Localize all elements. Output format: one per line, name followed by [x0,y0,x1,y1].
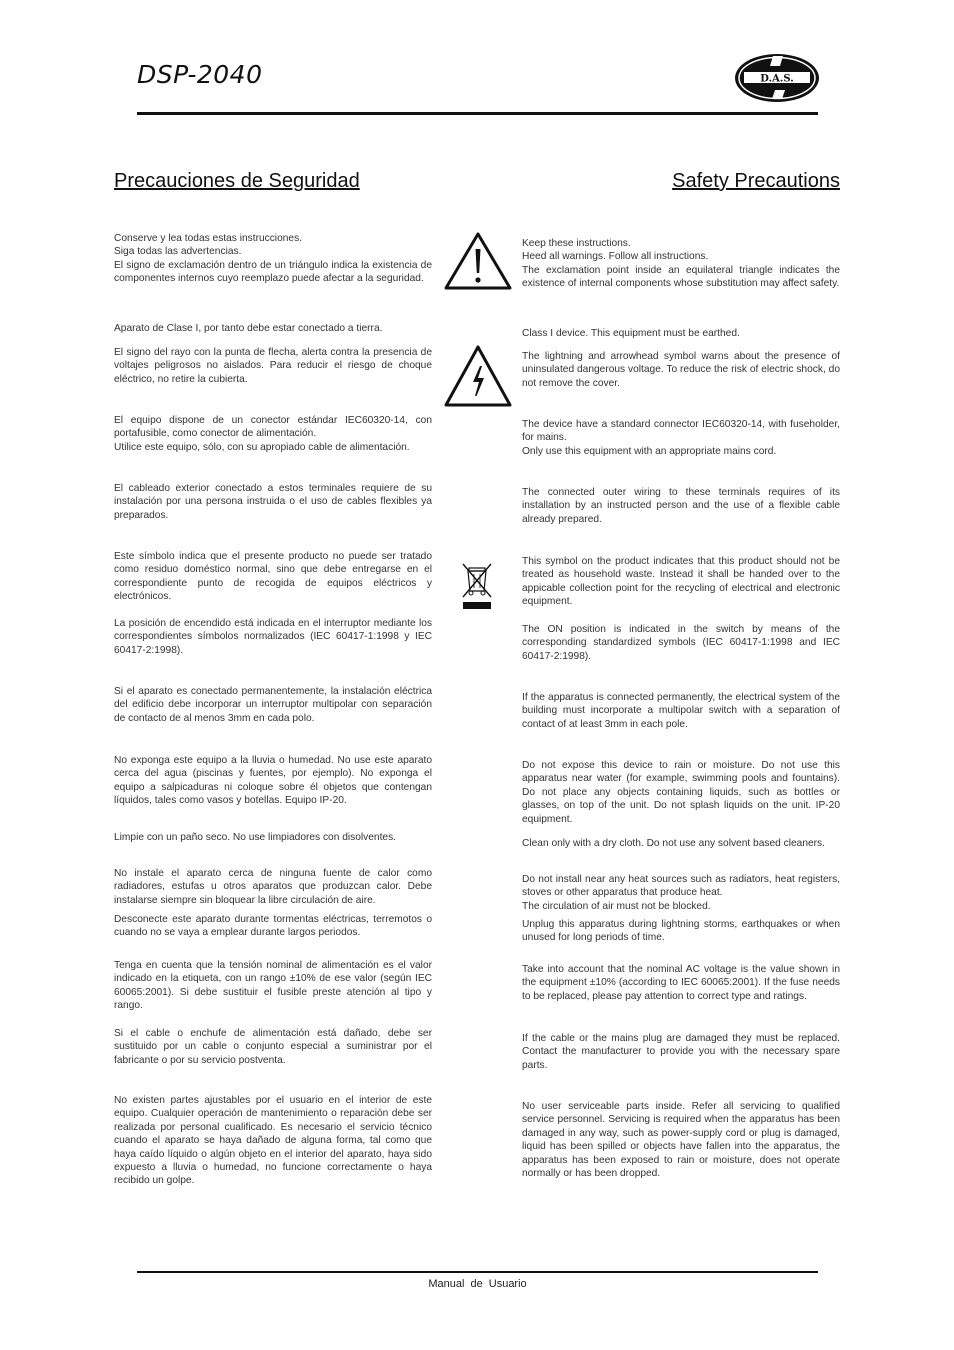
footer-text: Manual de Usuario [428,1278,527,1290]
es-paragraph-6: Este símbolo indica que el presente producto no puede ser tratado como residuo doméstico normal, sino que debe entregarse en el correspondiente punto de recogida de equipos eléctricos y electrónicos. [114,551,432,603]
es-paragraph-14: Si el cable o enchufe de alimentación está dañado, debe ser sustituido por un cable o conjunto especial a suministrar por el fabricante o por su servicio postventa. [114,1028,432,1066]
es-paragraph-7: La posición de encendido está indicada en el interruptor mediante los correspondientes símbolos normalizados (IEC 60417-1:1998 y IEC 60417-2:1998). [114,618,432,656]
en-paragraph-8: If the apparatus is connected permanently, the electrical system of the building must incorporate a multipolar switch with a separation of contact of at least 3mm in each pole. [522,692,840,730]
en-paragraph-5: The connected outer wiring to these terminals requires of its installation by an instructed person and the use of a flexible cable already prepared. [522,487,840,525]
en-paragraph-12: Unplug this apparatus during lightning storms, earthquakes or when unused for long periods of time. [522,919,840,944]
es-paragraph-9: No exponga este equipo a la lluvia o humedad. No use este aparato cerca del agua (piscinas y fuentes, por ejemplo). No exponga el equipo a salpicaduras ni coloque sobre él objetos que contengan líquidos, tales como vasos y botellas. Equipo IP-20. [114,755,432,807]
es-paragraph-1: Conserve y lea todas estas instrucciones. Siga todas las advertencias. El signo de exclamación dentro de un triángulo indica la existencia de componentes internos cuyo reemplazo puede afectar a la seguridad. [114,233,432,285]
es-paragraph-11: No instale el aparato cerca de ninguna fuente de calor como radiadores, estufas u otros aparatos que produzcan calor. Debe instalarse siempre sin bloquear la libre circulación de aire. [114,868,432,906]
es-paragraph-2: Aparato de Clase I, por tanto debe estar conectado a tierra. [114,323,383,334]
es-paragraph-5: El cableado exterior conectado a estos terminales requiere de su instalación por una persona instruida o el uso de cables flexibles ya preparados. [114,483,432,521]
weee-bin-icon [460,561,494,611]
en-paragraph-4: The device have a standard connector IEC60320-14, with fuseholder, for mains. Only use this equipment with an appropriate mains cord. [522,419,840,457]
das-logo [733,52,821,104]
es-paragraph-10: Limpie con un paño seco. No use limpiadores con disolventes. [114,832,397,843]
en-paragraph-3: The lightning and arrowhead symbol warns about the presence of uninsulated dangerous voltage. To reduce the risk of electric shock, do not remove the cover. [522,351,840,389]
es-paragraph-3: El signo del rayo con la punta de flecha, alerta contra la presencia de voltajes peligrosos no aislados. Para reducir el riesgo de choque eléctrico, no retire la cubierta. [114,347,432,385]
en-paragraph-2: Class I device. This equipment must be earthed. [522,328,740,339]
es-paragraph-15: No existen partes ajustables por el usuario en el interior de este equipo. Cualquier operación de mantenimiento o reparación debe ser realizada por personal cualificado. Es necesario el servicio técnico cuando el aparato se haya dañado de alguna forma, tal como que haya caído líquido o algún objeto en el interior del aparato, haya sido expuesto a lluvia o humedad, no funcione correctamente o haya recibido un golpe. [114,1095,432,1187]
en-paragraph-10: Clean only with a dry cloth. Do not use any solvent based cleaners. [522,838,825,849]
en-paragraph-11: Do not install near any heat sources such as radiators, heat registers, stoves or other apparatus that produce heat. The circulation of air must not be blocked. [522,874,840,912]
es-paragraph-8: Si el aparato es conectado permanentemente, la instalación eléctrica del edificio debe incorporar un interruptor multipolar con separación de contacto de al menos 3mm en cada polo. [114,686,432,724]
es-paragraph-13: Tenga en cuenta que la tensión nominal de alimentación es el valor indicado en la etiqueta, con un rango ±10% de ese valor (según IEC 60065:2001). Si debe sustituir el fusible preste atención al tipo y rango. [114,960,432,1012]
heading-spanish: Precauciones de Seguridad [114,170,360,192]
footer-rule [137,1271,818,1273]
en-paragraph-13: Take into account that the nominal AC voltage is the value shown in the equipment ±10% (according to IEC 60065:2001). If the fuse needs to be replaced, please pay attention to correct type and ratings. [522,964,840,1002]
en-paragraph-6: This symbol on the product indicates that this product should not be treated as household waste. Instead it shall be handed over to the appicable collection point for the recycling of electrical and electronic equipment. [522,556,840,608]
heading-english: Safety Precautions [672,170,840,192]
en-paragraph-7: The ON position is indicated in the switch by means of the corresponding standardized symbols (IEC 60417-1:1998 and IEC 60417-2:1998). [522,624,840,662]
en-paragraph-15: No user serviceable parts inside. Refer all servicing to qualified service personnel. Servicing is required when the apparatus has been damaged in any way, such as power-supply cord or plug is damaged, liquid has been spilled or objects have fallen into the apparatus, the apparatus has been exposed to rain or moisture, does not operate normally or has been dropped. [522,1101,840,1180]
en-paragraph-9: Do not expose this device to rain or moisture. Do not use this apparatus near water (for example, swimming pools and fountains). Do not place any objects containing liquids, such as bottles or glasses, on top of the unit. Do not splash liquids on the unit. IP-20 equipment. [522,760,840,825]
logo-text: D.A.S. [760,73,794,85]
warning-exclamation-icon [443,231,513,291]
lightning-warning-icon [443,344,513,408]
es-paragraph-12: Desconecte este aparato durante tormentas eléctricas, terremotos o cuando no se vaya a emplear durante largos periodos. [114,914,432,939]
header-rule [137,112,818,115]
model-title: DSP-2040 [137,60,263,89]
en-paragraph-1: Keep these instructions. Heed all warnings. Follow all instructions. The exclamation point inside an equilateral triangle indicates the existence of internal components whose substitution may affect safety. [522,238,840,290]
en-paragraph-14: If the cable or the mains plug are damaged they must be replaced. Contact the manufacturer to provide you with the necessary spare parts. [522,1033,840,1071]
es-paragraph-4: El equipo dispone de un conector estándar IEC60320-14, con portafusible, como conector de alimentación. Utilice este equipo, sólo, con su apropiado cable de alimentación. [114,415,432,453]
